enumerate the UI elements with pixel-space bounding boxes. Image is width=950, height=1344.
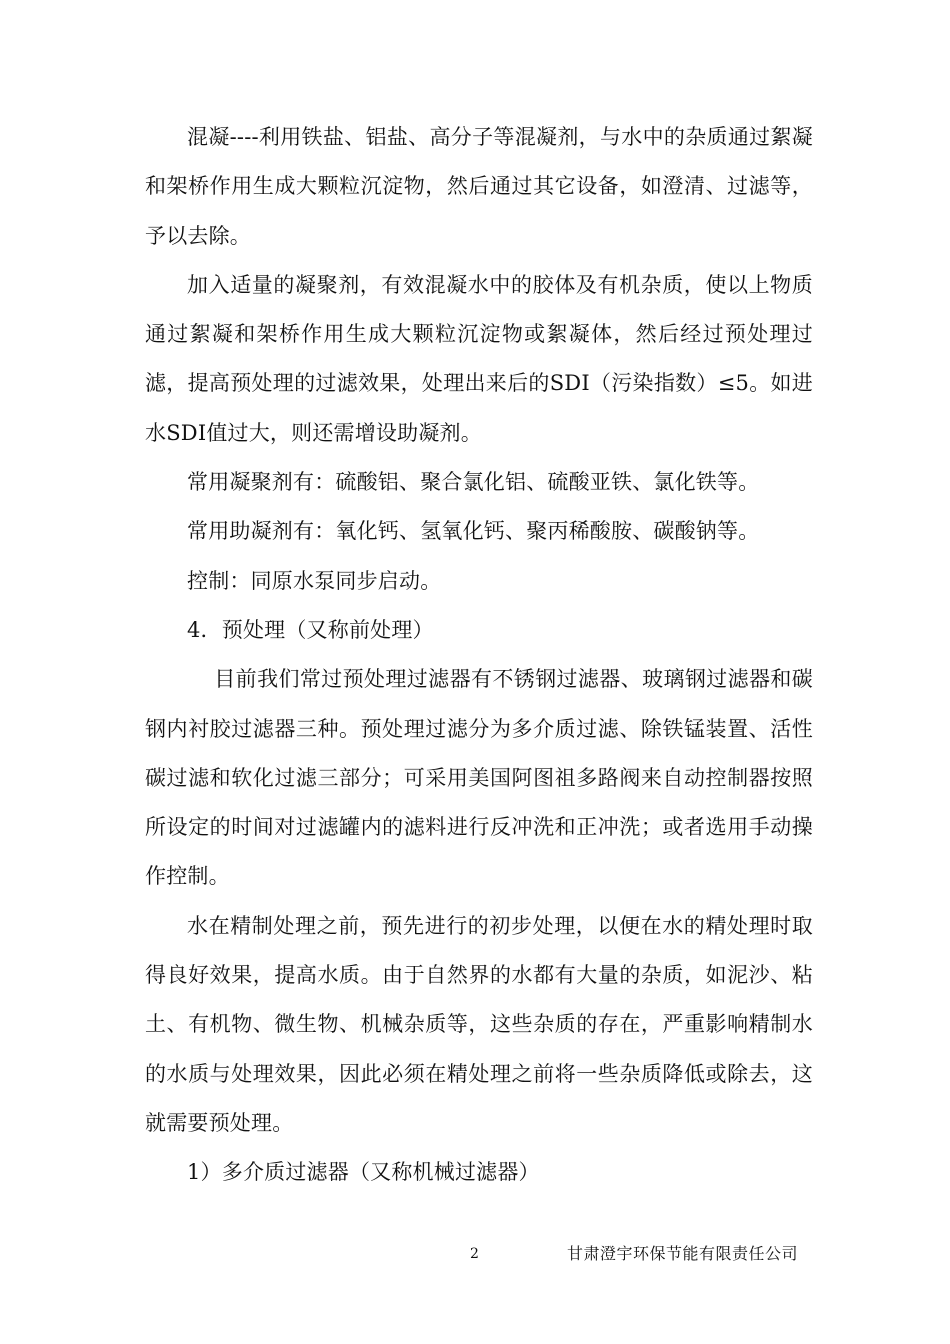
page-number: 2 bbox=[470, 1246, 479, 1262]
subheading-multimedia-filter: 1）多介质过滤器（又称机械过滤器） bbox=[187, 1160, 540, 1185]
section-heading-pretreatment: 4．预处理（又称前处理） bbox=[187, 617, 434, 642]
page-footer bbox=[0, 1242, 950, 1266]
document-body bbox=[145, 113, 813, 1198]
paragraph-coagulant-dosing: 加入适量的凝聚剂，有效混凝水中的胶体及有机杂质，使以上物质通过絮凝和架桥作用生成大颗粒沉淀物或絮凝体，然后经过预处理过滤，提高预处理的过滤效果，处理出来后的SDI（污染指数）≤5。如进水SDI值过大，则还需增设助凝剂。 bbox=[145, 272, 813, 445]
paragraph-pretreatment-purpose: 水在精制处理之前，预先进行的初步处理，以便在水的精处理时取得良好效果，提高水质。由于自然界的水都有大量的杂质，如泥沙、粘土、有机物、微生物、机械杂质等，这些杂质的存在，严重影响精制水的水质与处理效果，因此必须在精处理之前将一些杂质降低或除去，这就需要预处理。 bbox=[145, 913, 813, 1135]
paragraph-pretreatment-filters: 目前我们常过预处理过滤器有不锈钢过滤器、玻璃钢过滤器和碳钢内衬胶过滤器三种。预处理过滤分为多介质过滤、除铁锰装置、活性碳过滤和软化过滤三部分；可采用美国阿图祖多路阀来自动控制器按照所设定的时间对过滤罐内的滤料进行反冲洗和正冲洗；或者选用手动操作控制。 bbox=[145, 667, 813, 889]
paragraph-coagulation-definition: 混凝----利用铁盐、铝盐、高分子等混凝剂，与水中的杂质通过絮凝和架桥作用生成大颗粒沉淀物，然后通过其它设备，如澄清、过滤等，予以去除。 bbox=[145, 125, 813, 248]
paragraph-control: 控制：同原水泵同步启动。 bbox=[187, 568, 442, 593]
paragraph-common-coagulant-aids: 常用助凝剂有：氧化钙、氢氧化钙、聚丙稀酸胺、碳酸钠等。 bbox=[187, 519, 760, 544]
paragraph-common-coagulants: 常用凝聚剂有：硫酸铝、聚合氯化铝、硫酸亚铁、氯化铁等。 bbox=[187, 470, 760, 495]
company-name: 甘肃澄宇环保节能有限责任公司 bbox=[567, 1244, 799, 1263]
